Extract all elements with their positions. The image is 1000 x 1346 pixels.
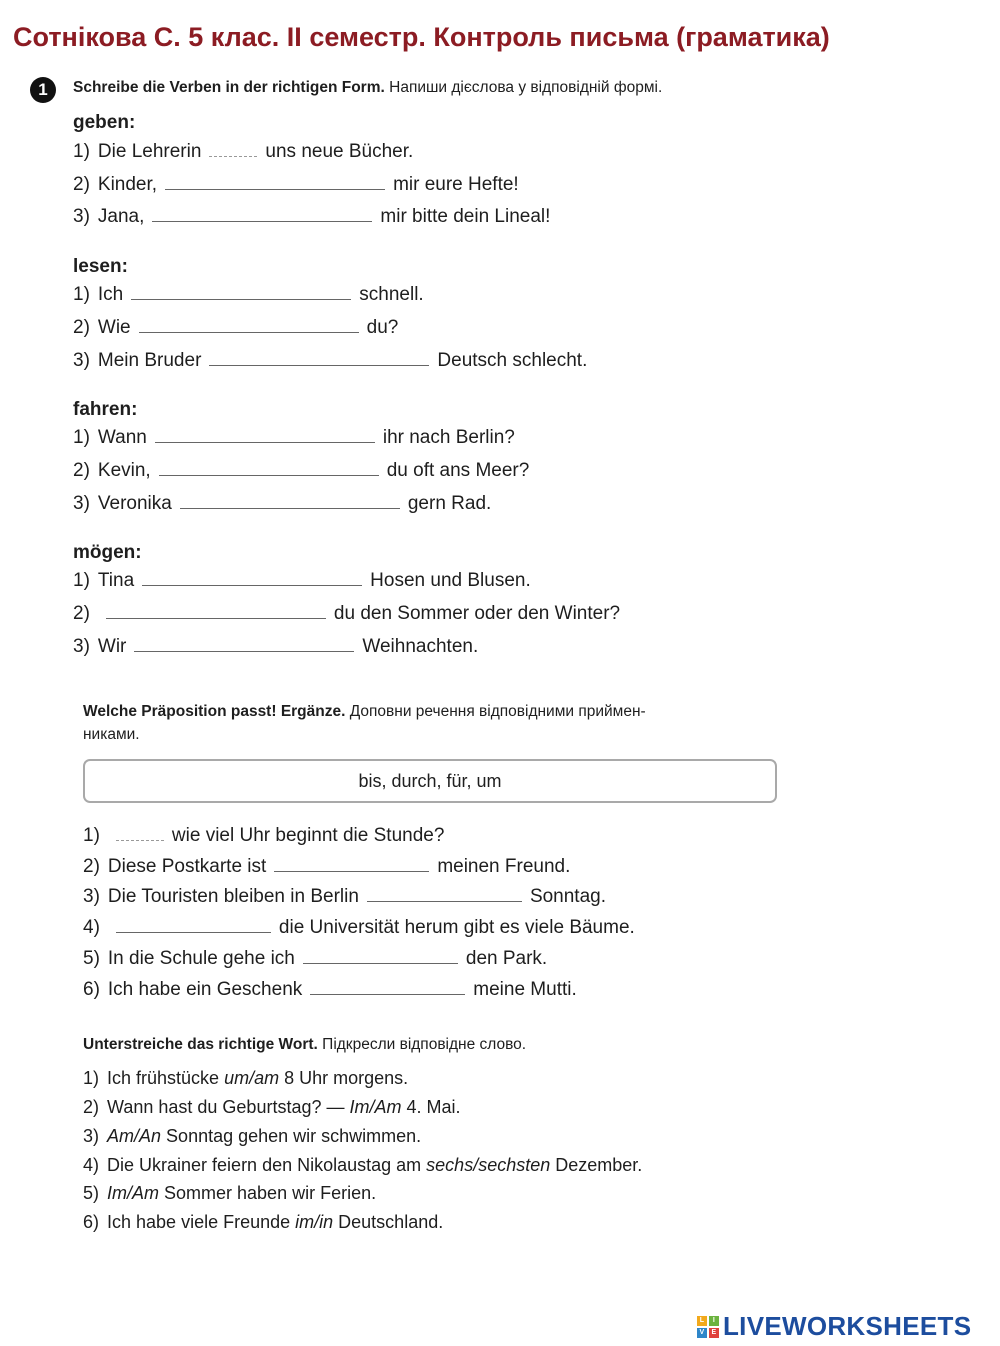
item-text-after: du den Sommer oder den Winter? [333,603,621,624]
task3-instruction-de: Unterstreiche das richtige Wort. [83,1036,318,1053]
item-number: 2) [73,174,90,195]
logo-tile: I [709,1316,719,1326]
item-text-before: Kinder, [97,174,158,195]
item-text-before: Die Touristen bleiben in Berlin [107,886,359,907]
exercise-line [83,1126,421,1147]
item-text-before: Die Ukrainer feiern den Nikolaustag am [107,1155,422,1175]
liveworksheets-logo[interactable] [697,1311,971,1342]
exercise-line [73,174,519,196]
exercise-line [73,141,413,163]
item-text-after: du? [366,317,399,338]
item-text-after: wie viel Uhr beginnt die Stunde? [171,825,445,846]
item-text-after: Dezember. [555,1155,643,1175]
answer-blank[interactable] [209,364,429,366]
exercise-line [73,350,587,372]
task2-instruction-uk: Доповни речення відповідними приймен- [349,703,646,720]
logo-tile: V [697,1328,707,1338]
item-text-before: Veronika [97,493,172,514]
item-text-after: die Universität herum gibt es viele Bäume. [278,917,635,938]
item-text-after: uns neue Bücher. [265,141,414,162]
item-number: 2) [73,460,90,481]
verb-heading: fahren: [73,399,138,420]
item-number: 3) [83,1126,100,1146]
item-text-before: Ich habe ein Geschenk [107,979,303,1000]
item-text-before: Die Lehrerin [97,141,202,162]
word-options[interactable]: sechs/sechsten [426,1155,551,1175]
item-text-after: Sonntag. [529,886,607,907]
exercise-line [83,886,606,908]
exercise-line [83,1212,443,1233]
exercise-line [83,917,635,939]
logo-tile: L [697,1316,707,1326]
word-options[interactable]: Im/Am [107,1183,160,1203]
answer-blank[interactable] [159,474,379,476]
item-number: 1) [73,570,90,591]
item-text-before: Tina [97,570,135,591]
verb-heading: geben: [73,112,136,133]
exercise-line [83,1155,642,1176]
item-text-after: Sommer haben wir Ferien. [164,1183,377,1203]
item-number: 2) [83,1097,100,1117]
exercise-line [73,206,550,228]
task3-instruction [83,1036,526,1054]
item-number: 3) [73,206,90,227]
exercise-line [83,1068,408,1089]
item-number: 5) [83,948,100,969]
item-number: 2) [83,856,100,877]
item-text-after: meine Mutti. [473,979,577,1000]
item-text-before: Ich [97,284,124,305]
exercise-line [73,570,531,592]
answer-blank[interactable] [142,584,362,586]
word-options[interactable]: im/in [295,1212,334,1232]
page-title: Сотнікова С. 5 клас. ІІ семестр. Контроль письма (граматика) [13,22,830,52]
item-text-before: Jana, [97,206,145,227]
task1-instruction [73,79,662,97]
exercise-line [73,427,515,449]
item-number: 4) [83,1155,100,1175]
item-number: 3) [73,350,90,371]
exercise-line [73,636,478,658]
answer-blank[interactable] [180,507,400,509]
item-number: 3) [83,886,100,907]
item-number: 1) [83,1068,100,1088]
item-number: 1) [73,284,90,305]
item-text-before: Wann [97,427,147,448]
item-text-after: ihr nach Berlin? [382,427,515,448]
task2-instruction-cont: никами. [83,726,140,743]
exercise-line [73,284,424,306]
item-number: 5) [83,1183,100,1203]
task-number-badge: 1 [30,77,56,103]
answer-blank[interactable] [303,962,458,964]
task2-instruction-de: Welche Präposition passt! Ergänze. [83,703,346,720]
item-text-after: Hosen und Blusen. [370,570,531,591]
answer-blank[interactable] [106,617,326,619]
item-text-after: Sonntag gehen wir schwimmen. [166,1126,422,1146]
item-text-after: den Park. [465,948,548,969]
item-text-before: Wann hast du Geburtstag? — [107,1097,345,1117]
item-text-after: Deutsch schlecht. [437,350,588,371]
task1-instruction-de: Schreibe die Verben in der richtigen Form. [73,79,385,96]
answer-blank[interactable] [209,155,257,157]
item-text-before: Wie [97,317,131,338]
item-text-after: 4. Mai. [406,1097,461,1117]
exercise-line [83,979,577,1001]
exercise-line [73,493,491,515]
logo-tiles-icon [697,1316,719,1338]
exercise-line [83,948,547,970]
exercise-line [83,825,444,847]
answer-blank[interactable] [134,650,354,652]
item-number: 1) [73,427,90,448]
item-text-after: Weihnachten. [362,636,479,657]
item-text-before: Kevin, [97,460,151,481]
item-text-after: schnell. [359,284,424,305]
item-text-before: Ich frühstücke [107,1068,220,1088]
answer-blank[interactable] [116,839,164,841]
exercise-line [83,1183,376,1204]
answer-blank[interactable] [139,331,359,333]
word-options[interactable]: Im/Am [349,1097,402,1117]
item-number: 3) [73,636,90,657]
word-options[interactable]: Am/An [107,1126,162,1146]
item-text-after: gern Rad. [407,493,492,514]
item-text-after: du oft ans Meer? [386,460,530,481]
answer-blank[interactable] [274,870,429,872]
item-number: 3) [73,493,90,514]
item-text-before: In die Schule gehe ich [107,948,295,969]
word-options[interactable]: um/am [224,1068,280,1088]
item-text-before: Diese Postkarte ist [107,856,267,877]
item-number: 1) [83,825,100,846]
item-text-after: 8 Uhr morgens. [284,1068,409,1088]
word-bank-box: bis, durch, für, um [83,759,777,803]
exercise-line [73,317,398,339]
answer-blank[interactable] [310,993,465,995]
answer-blank[interactable] [116,931,271,933]
task3-instruction-uk: Підкресли відповідне слово. [322,1036,527,1053]
item-number: 2) [73,317,90,338]
exercise-line [73,603,620,625]
verb-heading: mögen: [73,542,142,563]
item-text-after: mir eure Hefte! [393,174,519,195]
item-text-after: mir bitte dein Lineal! [380,206,551,227]
answer-blank[interactable] [367,900,522,902]
item-text-before: Ich habe viele Freunde [107,1212,291,1232]
item-number: 4) [83,917,100,938]
answer-blank[interactable] [165,188,385,190]
item-text-before: Wir [97,636,127,657]
item-text-after: Deutschland. [338,1212,444,1232]
logo-tile: E [709,1328,719,1338]
exercise-line [83,856,570,878]
verb-heading: lesen: [73,256,128,277]
item-number: 2) [73,603,90,624]
answer-blank[interactable] [131,298,351,300]
item-number: 1) [73,141,90,162]
item-number: 6) [83,1212,100,1232]
task2-instruction [83,703,646,721]
item-number: 6) [83,979,100,1000]
answer-blank[interactable] [152,220,372,222]
logo-text: LIVEWORKSHEETS [723,1311,972,1341]
exercise-line [83,1097,461,1118]
answer-blank[interactable] [155,441,375,443]
task1-instruction-uk: Напиши дієслова у відповідній формі. [389,79,663,96]
item-text-before: Mein Bruder [97,350,202,371]
item-text-after: meinen Freund. [437,856,571,877]
exercise-line [73,460,529,482]
